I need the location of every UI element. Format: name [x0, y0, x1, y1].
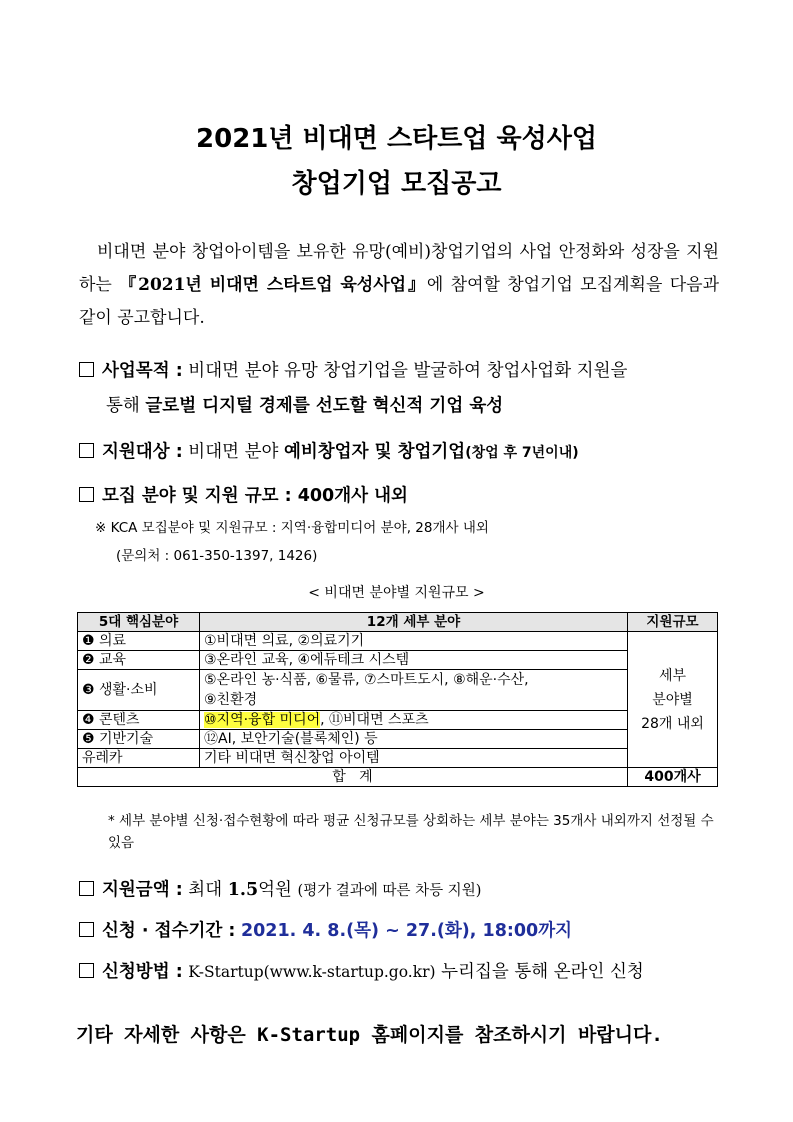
purpose-text: 비대면 분야 유망 창업기업을 발굴하여 창업사업화 지원을 [188, 361, 628, 381]
target-label: 지원대상 : [102, 442, 183, 462]
table-total-row [78, 768, 718, 787]
field-cell: ❸ 생활·소비 [78, 670, 200, 711]
support-cell [628, 632, 718, 768]
period-label: 신청 · 접수기간 : [102, 921, 236, 941]
field-cell: ❷ 교육 [78, 651, 200, 670]
detail-cell: ①비대면 의료, ②의료기기 [200, 632, 628, 651]
method-text: 누리집을 통해 온라인 신청 [441, 962, 644, 982]
table-row [78, 670, 718, 711]
checkbox-icon [79, 963, 94, 978]
table-header-row [78, 613, 718, 632]
support-line: 28개 내외 [641, 715, 704, 732]
table-note: * 세부 분야별 신청·접수현황에 따라 평균 신청규모를 상회하는 세부 분야는 35개사 내외까지 선정될 수 있음 [108, 813, 714, 851]
field-cell: ❺ 기반기술 [78, 730, 200, 749]
header-detail: 12개 세부 분야 [200, 613, 628, 632]
amount-label: 지원금액 : [102, 880, 183, 900]
checkbox-icon [79, 362, 94, 377]
checkbox-icon [79, 922, 94, 937]
page-title: 2021년 비대면 스타트업 육성사업 [196, 124, 597, 154]
page-subtitle: 창업기업 모집공고 [291, 169, 502, 199]
field-cell: ❶ 의료 [78, 632, 200, 651]
target-bold: 예비창업자 및 창업기업 [283, 442, 466, 462]
intro-part1: 비대면 분야 창업아이템을 보유한 유망(예비)창업기업의 사업 안정화와 성장을 지원하는 [79, 242, 719, 295]
checkbox-icon [79, 881, 94, 896]
target-row [79, 438, 579, 463]
method-row [79, 958, 644, 983]
amount-row [79, 876, 481, 901]
purpose-row-2 [106, 392, 503, 417]
field-cell: ❹ 콘텐츠 [78, 711, 200, 730]
scale-row [79, 482, 408, 507]
amount-value: 1.5 [227, 880, 259, 900]
intro-program: 『2021년 비대면 스타트업 육성사업』 [119, 275, 427, 295]
intro-paragraph [79, 236, 719, 335]
detail-cell [200, 711, 628, 730]
closing-text: 기타 자세한 사항은 K-Startup 홈페이지를 참조하시기 바랍니다. [76, 1024, 663, 1046]
support-table [77, 612, 718, 787]
method-site: K-Startup(www.k-startup.go.kr) [188, 963, 436, 981]
purpose-text2-prefix: 통해 [106, 396, 140, 416]
detail-rest: , ⑪비대면 스포츠 [320, 712, 429, 728]
detail-cell: ⑫AI, 보안기술(블록체인) 등 [200, 730, 628, 749]
support-line: 세부 [658, 667, 687, 684]
detail-cell [200, 670, 628, 711]
table-caption: < 비대면 분야별 지원규모 > [308, 585, 485, 601]
checkbox-icon [79, 443, 94, 458]
contact-note: (문의처 : 061-350-1397, 1426) [116, 548, 318, 564]
field-cell: 유레카 [78, 749, 200, 768]
detail-line: ⑤온라인 농·식품, ⑥물류, ⑦스마트도시, ⑧해운·수산, [204, 672, 529, 688]
table-row [78, 730, 718, 749]
table-row [78, 711, 718, 730]
checkbox-icon [79, 487, 94, 502]
amount-text2: 억원 [258, 880, 292, 900]
target-text: 비대면 분야 [188, 442, 279, 462]
method-label: 신청방법 : [102, 962, 183, 982]
amount-note: (평가 결과에 따른 차등 지원) [297, 883, 482, 899]
detail-line: ⑨친환경 [204, 692, 258, 708]
scale-label: 모집 분야 및 지원 규모 : 400개사 내외 [102, 486, 408, 506]
table-row [78, 749, 718, 768]
period-value: 2021. 4. 8.(목) ~ 27.(화), 18:00까지 [240, 921, 573, 941]
kca-note: ※ KCA 모집분야 및 지원규모 : 지역·융합미디어 분야, 28개사 내외 [95, 520, 489, 536]
table-row [78, 632, 718, 651]
purpose-label: 사업목적 : [102, 361, 183, 381]
support-line: 분야별 [652, 691, 693, 708]
detail-cell: 기타 비대면 혁신창업 아이템 [200, 749, 628, 768]
header-support: 지원규모 [628, 613, 718, 632]
detail-cell: ③온라인 교육, ④에듀테크 시스템 [200, 651, 628, 670]
highlighted-detail: ⑩지역·융합 미디어 [204, 712, 321, 728]
total-label: 합 계 [78, 768, 628, 787]
amount-text1: 최대 [188, 880, 223, 900]
purpose-row [79, 357, 627, 382]
intro-part2: 에 참여할 창업기업 모집계획을 다음과 같이 공고합니다. [79, 275, 719, 328]
header-field: 5대 핵심분야 [78, 613, 200, 632]
purpose-text2-bold: 글로벌 디지털 경제를 선도할 혁신적 기업 육성 [145, 396, 504, 416]
table-row [78, 651, 718, 670]
period-row [79, 917, 572, 942]
total-value: 400개사 [628, 768, 718, 787]
target-note: (창업 후 7년이내) [465, 445, 579, 461]
